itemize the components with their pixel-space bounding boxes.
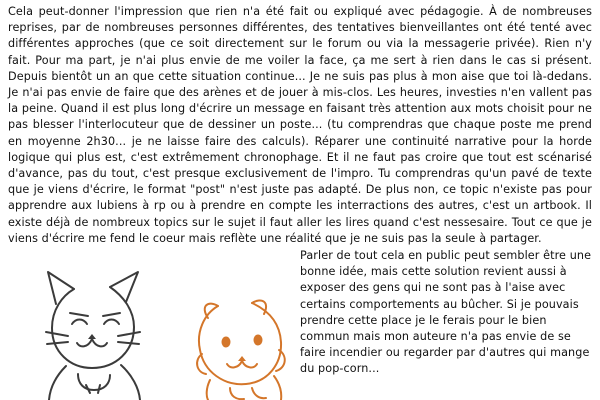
hamster-doodle [178, 292, 303, 400]
paragraph-second: Parler de tout cela en public peut sembler être une bonne idée, mais cette solution revient aussi à exposer des gens qui ne sont pas à l'aise avec certains comportements au bûcher. Si je pouvais prendre cette place je le ferais pour le bien commun mais mon auteure n'a pas envie de se faire incendier ou regarder par d'autres qui mange du pop-corn... [300, 249, 592, 376]
paragraph-main: Cela peut-donner l'impression que rien n'a été fait ou expliqué avec pédagogie. À de nombreuses reprises, par de nombreuses personnes différentes, des tentatives bienveillantes ont été tenté avec différentes approches (que ce soit directement sur le forum ou via la messagerie privée). Rien n'y fait. Pour ma part, je n'ai plus envie de me voiler la face, ça me sert à rien dans le cas si présent. Depuis bientôt un an que cette situation continue... Je ne suis pas plus à mon aise que toi là-dedans. Je n'ai pas envie de faire que des arènes et de jouer à mis-clos. Les heures, investies n'en vallent pas la peine. Quand il est plus long d'écrire un message en faisant très attention aux mots choisit pour ne pas blesser l'interlocuteur que de dessiner un poste... (tu comprendras que chaque poste me prend en moyenne 2h30... je ne laisse faire des calculs). Réparer une continuité narrative pour la horde logique qui plus est, c'est extrêmement chronophage. Et il ne faut pas croire que tout est scénarisé d'avance, pas du tout, c'est presque exclusivement de l'impro. Tu comprendras qu'un pavé de texte que je viens d'écrire, le format "post" n'est juste pas adapté. De plus non, ce topic n'existe pas pour apprendre aux lubiens à rp ou à prendre en compte les interractions des autres, c'est un artbook. Il existe déjà de nombreux topics sur le sujet il faut aller les lires quand c'est nessesaire. Tout ce que je viens d'écrire me fend le coeur mais reflète une réalité que je ne suis pas la seule à partager. [8, 5, 592, 245]
sad-cat-doodle [22, 258, 172, 400]
